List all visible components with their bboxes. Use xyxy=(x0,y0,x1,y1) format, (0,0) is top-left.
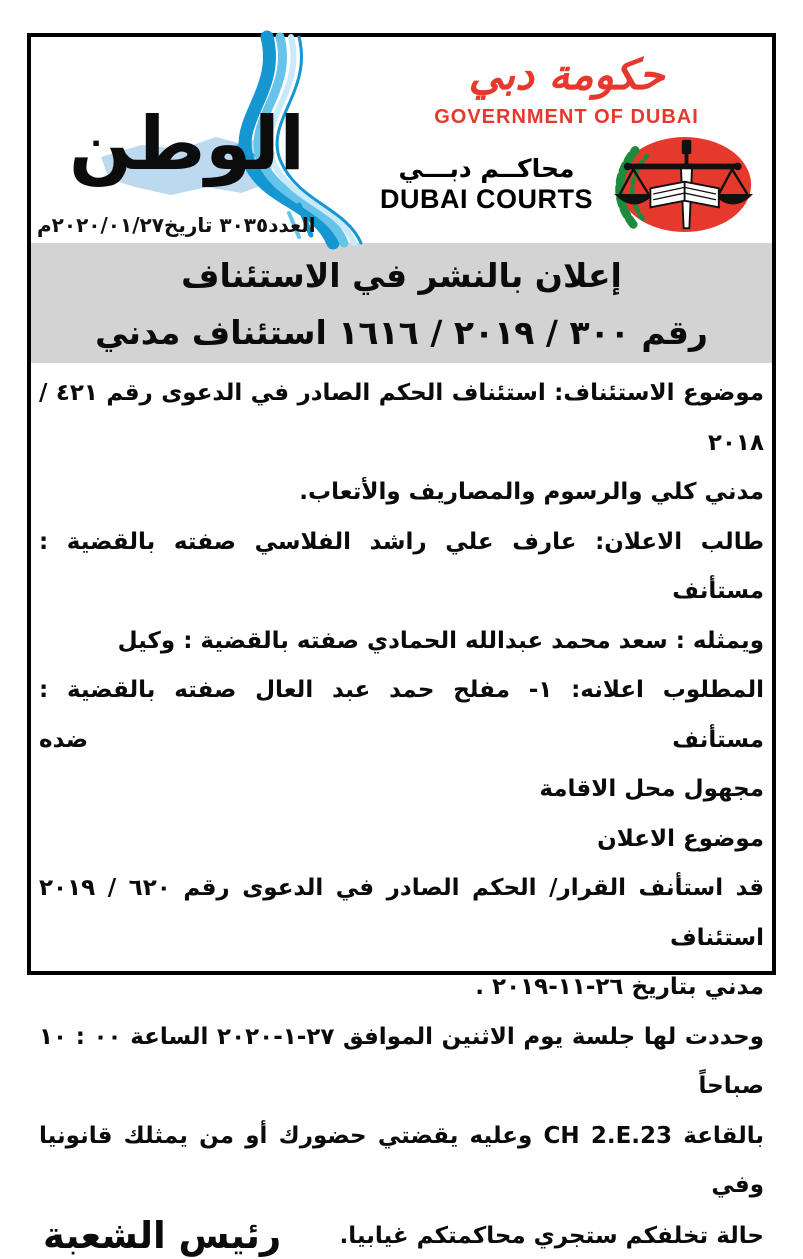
notice-case-number-line: رقم ٣٠٠ / ٢٠١٩ / ١٦١٦ استئناف مدني xyxy=(95,313,708,352)
government-of-dubai-english: GOVERNMENT OF DUBAI xyxy=(434,105,699,128)
notice-body-line: ويمثله : سعد محمد عبدالله الحمادي صفته بالقضية : وكيل xyxy=(117,627,764,654)
newspaper-masthead xyxy=(31,37,361,243)
division-head-signature: رئيس الشعبة xyxy=(43,1214,282,1257)
notice-body-line: قد استأنف القرار/ الحكم الصادر في الدعوى رقم ٦٢٠ / ٢٠١٩ استئناف xyxy=(39,875,765,951)
government-of-dubai-arabic: حكومة دبي xyxy=(468,50,665,99)
notice-body-line: مدني كلي والرسوم والمصاريف والأتعاب. xyxy=(299,479,764,505)
notice-body-line: حالة تخلفكم ستجري محاكمتكم غيابيا. xyxy=(339,1222,764,1249)
dubai-courts-english: DUBAI COURTS xyxy=(380,183,593,214)
notice-footer-row xyxy=(39,1213,764,1259)
notice-body-line: مجهول محل الاقامة xyxy=(539,776,764,802)
issue-number-date: العدد٣٠٣٥ تاريخ٢٠٢٠/٠١/٢٧م xyxy=(37,213,316,237)
notice-body-line: وحددت لها جلسة يوم الاثنين الموافق ٢٧-١-٢٠٢٠ الساعة ٠٠ : ١٠ صباحاً xyxy=(39,1023,764,1099)
notice-body-line: المطلوب اعلانه: ١- مفلح حمد عبد العال صفته بالقضية : مستأنف ضده xyxy=(39,677,764,753)
dubai-courts-block xyxy=(380,135,753,235)
notice-title-line1: إعلان بالنشر في الاستئناف xyxy=(181,256,622,295)
notice-body-line: بالقاعة CH 2.E.23 وعليه يقضتي حضورك أو من يمثلك قانونيا وفي xyxy=(39,1122,764,1198)
notice-title-band xyxy=(31,243,772,363)
notice-body-line: طالب الاعلان: عارف علي راشد الفلاسي صفته بالقضية : مستأنف xyxy=(39,528,764,604)
newspaper-logo-text: الوطن xyxy=(69,101,305,187)
notice-frame-border xyxy=(27,33,776,1257)
notice-body-line: موضوع الاعلان xyxy=(597,825,764,852)
dubai-courts-names xyxy=(380,155,593,215)
notice-body xyxy=(31,363,772,1259)
notice-header xyxy=(31,37,772,243)
dubai-courts-scales-logo-icon xyxy=(601,135,753,235)
notice-body-line: موضوع الاستئناف: استئناف الحكم الصادر في الدعوى رقم ٤٢١ / ٢٠١٨ xyxy=(39,380,764,456)
government-header xyxy=(361,37,772,243)
dubai-courts-arabic: محاكــم دبـــي xyxy=(398,153,575,183)
notice-body-line: مدني بتاريخ ٢٦-١١-٢٠١٩ . xyxy=(475,974,764,1000)
